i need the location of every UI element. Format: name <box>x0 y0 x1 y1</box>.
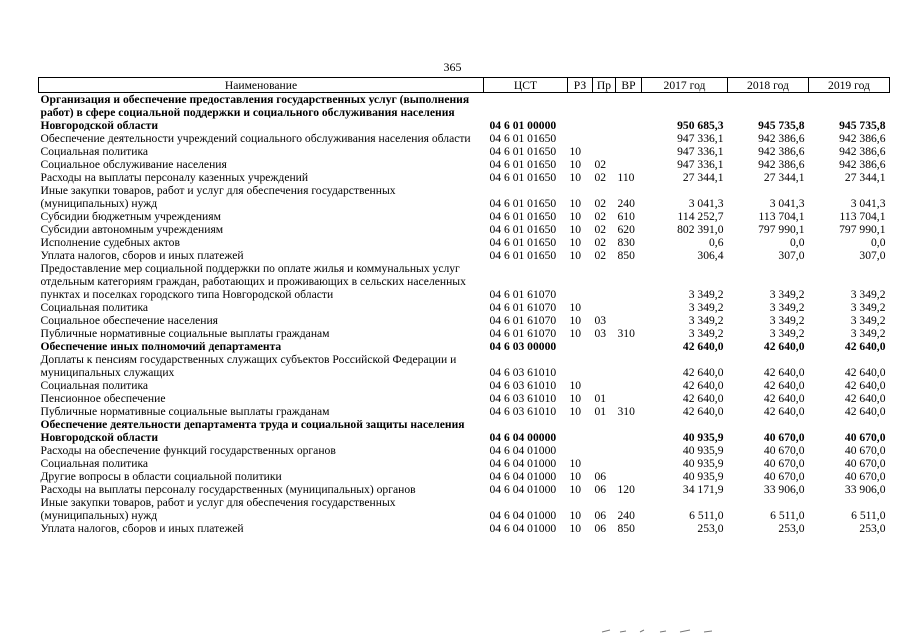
row-value-2017: 40 935,9 <box>682 470 724 483</box>
header-2017: 2017 год <box>642 78 728 93</box>
table-row <box>39 522 890 535</box>
row-rz <box>568 262 593 301</box>
row-cst: 04 6 04 01000 <box>489 457 557 470</box>
row-name: Обеспечение деятельности учреждений социального обслуживания населения области <box>40 132 471 145</box>
table-row <box>39 392 890 405</box>
row-cst: 04 6 01 00000 <box>489 119 557 132</box>
row-pr <box>593 418 616 444</box>
row-value-2018: 3 349,2 <box>769 301 805 314</box>
row-value-2017: 947 336,1 <box>677 158 724 171</box>
row-value-2018: 40 670,0 <box>763 444 805 457</box>
row-rz: 10 <box>569 301 582 314</box>
row-value-2019: 42 640,0 <box>844 366 886 379</box>
row-pr: 03 <box>594 327 607 340</box>
row-rz: 10 <box>569 522 582 535</box>
row-vr: 830 <box>617 236 635 249</box>
row-vr <box>616 93 642 133</box>
row-rz: 10 <box>569 405 582 418</box>
row-name: Обеспечение деятельности департамента труда и социальной защиты населения Новгородской области <box>40 418 465 444</box>
row-cst: 04 6 01 01650 <box>489 197 557 210</box>
row-cst: 04 6 03 00000 <box>489 340 557 353</box>
row-value-2018: 40 670,0 <box>763 470 805 483</box>
page-number: 365 <box>443 60 462 74</box>
table-row <box>39 236 890 249</box>
row-rz: 10 <box>569 483 582 496</box>
row-vr <box>616 158 642 171</box>
row-vr: 110 <box>617 171 635 184</box>
row-cst: 04 6 04 01000 <box>489 444 557 457</box>
row-rz: 10 <box>569 392 582 405</box>
row-cst: 04 6 03 61010 <box>489 379 557 392</box>
row-name: Уплата налогов, сборов и иных платежей <box>40 522 244 535</box>
row-name: Социальная политика <box>40 301 149 314</box>
table-row <box>39 496 890 522</box>
table-row <box>39 314 890 327</box>
row-name: Иные закупки товаров, работ и услуг для обеспечения государственных (муниципальных) нужд <box>40 496 396 522</box>
row-value-2019: 42 640,0 <box>844 392 886 405</box>
table-body <box>39 93 890 536</box>
row-value-2019: 945 735,8 <box>839 119 886 132</box>
row-pr <box>593 457 616 470</box>
table-row <box>39 171 890 184</box>
row-name: Иные закупки товаров, работ и услуг для обеспечения государственных (муниципальных) нужд <box>40 184 396 210</box>
table-row <box>39 145 890 158</box>
row-cst: 04 6 01 01650 <box>489 171 557 184</box>
row-cst: 04 6 03 61010 <box>489 366 557 379</box>
row-vr <box>616 392 642 405</box>
row-value-2017: 114 252,7 <box>677 210 724 223</box>
row-value-2017: 950 685,3 <box>677 119 724 132</box>
row-pr <box>593 379 616 392</box>
header-pr: Пр <box>593 78 616 93</box>
row-pr: 03 <box>594 314 607 327</box>
row-pr: 01 <box>594 392 607 405</box>
row-rz: 10 <box>569 327 582 340</box>
row-cst: 04 6 01 01650 <box>489 236 557 249</box>
row-value-2017: 42 640,0 <box>682 340 724 353</box>
row-value-2017: 40 935,9 <box>682 431 724 444</box>
row-value-2019: 3 041,3 <box>850 197 886 210</box>
row-vr: 240 <box>617 197 635 210</box>
row-rz: 10 <box>569 379 582 392</box>
row-value-2019: 42 640,0 <box>844 405 886 418</box>
row-value-2017: 42 640,0 <box>682 392 724 405</box>
row-value-2018: 42 640,0 <box>763 366 805 379</box>
row-value-2019: 0,0 <box>871 236 886 249</box>
row-rz: 10 <box>569 210 582 223</box>
row-rz: 10 <box>569 145 582 158</box>
header-cst: ЦСТ <box>484 78 568 93</box>
table-row <box>39 184 890 210</box>
row-cst: 04 6 01 61070 <box>489 327 557 340</box>
row-name: Социальная политика <box>40 457 149 470</box>
row-value-2018: 40 670,0 <box>763 457 805 470</box>
row-value-2018: 797 990,1 <box>758 223 805 236</box>
row-pr <box>593 301 616 314</box>
row-value-2019: 6 511,0 <box>851 509 886 522</box>
row-rz: 10 <box>569 470 582 483</box>
row-vr <box>616 353 642 379</box>
row-name: Исполнение судебных актов <box>40 236 180 249</box>
table-row <box>39 405 890 418</box>
budget-table <box>38 77 890 535</box>
row-rz: 10 <box>569 197 582 210</box>
row-rz: 10 <box>569 171 582 184</box>
row-name: Обеспечение иных полномочий департамента <box>40 340 282 353</box>
header-2019: 2019 год <box>809 78 890 93</box>
row-pr: 06 <box>594 470 607 483</box>
table-header-row <box>39 78 890 93</box>
row-vr: 310 <box>617 405 635 418</box>
row-name: Публичные нормативные социальные выплаты гражданам <box>40 327 330 340</box>
row-pr: 06 <box>594 483 607 496</box>
table-row <box>39 379 890 392</box>
row-value-2019: 3 349,2 <box>850 314 886 327</box>
row-name: Доплаты к пенсиям государственных служащих субъектов Российской Федерации и муниципальных служащих <box>40 353 457 379</box>
row-value-2019: 942 386,6 <box>839 158 886 171</box>
row-value-2017: 802 391,0 <box>677 223 724 236</box>
table-row <box>39 223 890 236</box>
row-value-2018: 42 640,0 <box>763 340 805 353</box>
table-row <box>39 418 890 444</box>
row-value-2019: 40 670,0 <box>844 431 886 444</box>
signature-marks <box>600 628 720 634</box>
row-vr: 310 <box>617 327 635 340</box>
row-cst: 04 6 01 01650 <box>489 223 557 236</box>
row-value-2018: 253,0 <box>778 522 805 535</box>
row-rz: 10 <box>569 509 582 522</box>
row-cst: 04 6 01 61070 <box>489 301 557 314</box>
row-value-2019: 253,0 <box>859 522 886 535</box>
row-vr <box>616 132 642 145</box>
row-value-2017: 947 336,1 <box>677 145 724 158</box>
row-value-2018: 40 670,0 <box>763 431 805 444</box>
row-vr: 620 <box>617 223 635 236</box>
row-cst: 04 6 03 61010 <box>489 405 557 418</box>
table-row <box>39 470 890 483</box>
row-cst: 04 6 04 01000 <box>489 470 557 483</box>
row-pr <box>593 132 616 145</box>
row-value-2019: 42 640,0 <box>844 379 886 392</box>
row-value-2017: 253,0 <box>697 522 724 535</box>
table-row <box>39 327 890 340</box>
row-value-2018: 3 349,2 <box>769 314 805 327</box>
row-value-2019: 40 670,0 <box>844 444 886 457</box>
row-rz: 10 <box>569 314 582 327</box>
row-value-2017: 3 349,2 <box>688 288 724 301</box>
row-value-2018: 42 640,0 <box>763 379 805 392</box>
row-name: Расходы на обеспечение функций государственных органов <box>40 444 336 457</box>
row-name: Организация и обеспечение предоставления государственных услуг (выполнения работ) в сфере социальной поддержки и социального обслуживания населения Новгородской области <box>40 93 470 132</box>
row-value-2017: 42 640,0 <box>682 379 724 392</box>
row-name: Субсидии автономным учреждениям <box>40 223 224 236</box>
row-cst: 04 6 03 61010 <box>489 392 557 405</box>
row-value-2018: 0,0 <box>790 236 805 249</box>
row-name: Социальная политика <box>40 379 149 392</box>
row-rz <box>568 93 593 133</box>
row-rz: 10 <box>569 158 582 171</box>
row-name: Расходы на выплаты персоналу казенных учреждений <box>40 171 309 184</box>
row-value-2019: 40 670,0 <box>844 470 886 483</box>
table-row <box>39 457 890 470</box>
row-value-2017: 6 511,0 <box>689 509 724 522</box>
row-value-2018: 945 735,8 <box>758 119 805 132</box>
row-value-2019: 42 640,0 <box>844 340 886 353</box>
row-value-2018: 942 386,6 <box>758 132 805 145</box>
row-vr <box>616 145 642 158</box>
row-value-2017: 40 935,9 <box>682 457 724 470</box>
row-rz <box>568 418 593 444</box>
row-value-2017: 306,4 <box>697 249 724 262</box>
row-pr <box>593 93 616 133</box>
table-row <box>39 132 890 145</box>
row-pr <box>593 262 616 301</box>
row-vr <box>616 418 642 444</box>
row-value-2019: 942 386,6 <box>839 132 886 145</box>
row-vr <box>616 457 642 470</box>
row-pr: 06 <box>594 509 607 522</box>
header-vr: ВР <box>616 78 642 93</box>
row-cst: 04 6 01 01650 <box>489 210 557 223</box>
row-name: Субсидии бюджетным учреждениям <box>40 210 221 223</box>
row-cst: 04 6 01 61070 <box>489 314 557 327</box>
row-value-2017: 3 349,2 <box>688 301 724 314</box>
row-vr: 120 <box>617 483 635 496</box>
row-cst: 04 6 01 61070 <box>489 288 557 301</box>
row-name: Пенсионное обеспечение <box>40 392 166 405</box>
table-row <box>39 301 890 314</box>
row-pr: 02 <box>594 158 607 171</box>
table-row <box>39 262 890 301</box>
row-name: Уплата налогов, сборов и иных платежей <box>40 249 244 262</box>
row-name: Другие вопросы в области социальной политики <box>40 470 282 483</box>
row-vr <box>616 314 642 327</box>
row-value-2019: 3 349,2 <box>850 301 886 314</box>
row-rz <box>568 353 593 379</box>
row-cst: 04 6 04 01000 <box>489 522 557 535</box>
row-value-2019: 27 344,1 <box>844 171 886 184</box>
row-vr <box>616 340 642 353</box>
row-pr: 02 <box>594 249 607 262</box>
row-pr: 02 <box>594 197 607 210</box>
row-value-2018: 42 640,0 <box>763 405 805 418</box>
row-rz: 10 <box>569 236 582 249</box>
row-value-2017: 3 041,3 <box>688 197 724 210</box>
row-value-2019: 797 990,1 <box>839 223 886 236</box>
row-pr <box>593 444 616 457</box>
row-rz <box>568 340 593 353</box>
row-value-2018: 6 511,0 <box>770 509 805 522</box>
row-value-2018: 113 704,1 <box>758 210 805 223</box>
row-vr <box>616 301 642 314</box>
row-value-2018: 3 041,3 <box>769 197 805 210</box>
row-cst: 04 6 01 01650 <box>489 249 557 262</box>
header-rz: РЗ <box>568 78 593 93</box>
row-cst: 04 6 01 01650 <box>489 145 557 158</box>
row-pr: 01 <box>594 405 607 418</box>
table-row <box>39 353 890 379</box>
row-name: Социальное обеспечение населения <box>40 314 219 327</box>
row-value-2018: 27 344,1 <box>763 171 805 184</box>
row-vr: 850 <box>617 522 635 535</box>
row-pr: 02 <box>594 171 607 184</box>
row-value-2018: 3 349,2 <box>769 288 805 301</box>
row-value-2019: 307,0 <box>859 249 886 262</box>
row-pr: 02 <box>594 236 607 249</box>
row-pr <box>593 353 616 379</box>
row-vr: 240 <box>617 509 635 522</box>
row-vr <box>616 470 642 483</box>
row-name: Предоставление мер социальной поддержки по оплате жилья и коммунальных услуг отдельным категориям граждан, работающих и проживающих в сельских населенных пунктах и поселках городского типа Новгородской области <box>40 262 466 301</box>
row-rz <box>568 132 593 145</box>
row-value-2017: 34 171,9 <box>682 483 724 496</box>
table-row <box>39 249 890 262</box>
row-value-2017: 0,6 <box>709 236 724 249</box>
row-vr: 610 <box>617 210 635 223</box>
row-pr: 02 <box>594 210 607 223</box>
row-value-2017: 947 336,1 <box>677 132 724 145</box>
row-cst: 04 6 01 01650 <box>489 132 557 145</box>
row-value-2019: 942 386,6 <box>839 145 886 158</box>
row-value-2017: 27 344,1 <box>682 171 724 184</box>
row-value-2019: 113 704,1 <box>839 210 886 223</box>
row-pr: 06 <box>594 522 607 535</box>
row-rz: 10 <box>569 249 582 262</box>
row-value-2018: 42 640,0 <box>763 392 805 405</box>
row-cst: 04 6 04 00000 <box>489 431 557 444</box>
row-vr <box>616 262 642 301</box>
row-vr <box>616 444 642 457</box>
row-name: Расходы на выплаты персоналу государственных (муниципальных) органов <box>40 483 416 496</box>
row-value-2018: 33 906,0 <box>763 483 805 496</box>
row-name: Публичные нормативные социальные выплаты гражданам <box>40 405 330 418</box>
table-row <box>39 483 890 496</box>
row-cst: 04 6 04 01000 <box>489 483 557 496</box>
row-value-2019: 33 906,0 <box>844 483 886 496</box>
row-value-2019: 3 349,2 <box>850 288 886 301</box>
row-value-2017: 42 640,0 <box>682 366 724 379</box>
row-value-2018: 942 386,6 <box>758 158 805 171</box>
row-value-2018: 942 386,6 <box>758 145 805 158</box>
header-name: Наименование <box>39 78 484 93</box>
table-row <box>39 444 890 457</box>
row-cst: 04 6 01 01650 <box>489 158 557 171</box>
table-row <box>39 210 890 223</box>
row-value-2017: 3 349,2 <box>688 314 724 327</box>
row-value-2017: 42 640,0 <box>682 405 724 418</box>
row-rz: 10 <box>569 223 582 236</box>
row-value-2019: 3 349,2 <box>850 327 886 340</box>
table-row <box>39 158 890 171</box>
row-vr <box>616 379 642 392</box>
row-pr <box>593 340 616 353</box>
row-name: Социальная политика <box>40 145 149 158</box>
row-value-2017: 40 935,9 <box>682 444 724 457</box>
row-pr: 02 <box>594 223 607 236</box>
row-value-2018: 307,0 <box>778 249 805 262</box>
table-row <box>39 340 890 353</box>
table-row <box>39 93 890 133</box>
row-rz <box>568 444 593 457</box>
row-value-2017: 3 349,2 <box>688 327 724 340</box>
row-cst: 04 6 04 01000 <box>489 509 557 522</box>
row-value-2019: 40 670,0 <box>844 457 886 470</box>
row-rz: 10 <box>569 457 582 470</box>
row-name: Социальное обслуживание населения <box>40 158 227 171</box>
row-value-2018: 3 349,2 <box>769 327 805 340</box>
row-vr: 850 <box>617 249 635 262</box>
header-2018: 2018 год <box>728 78 809 93</box>
row-pr <box>593 145 616 158</box>
